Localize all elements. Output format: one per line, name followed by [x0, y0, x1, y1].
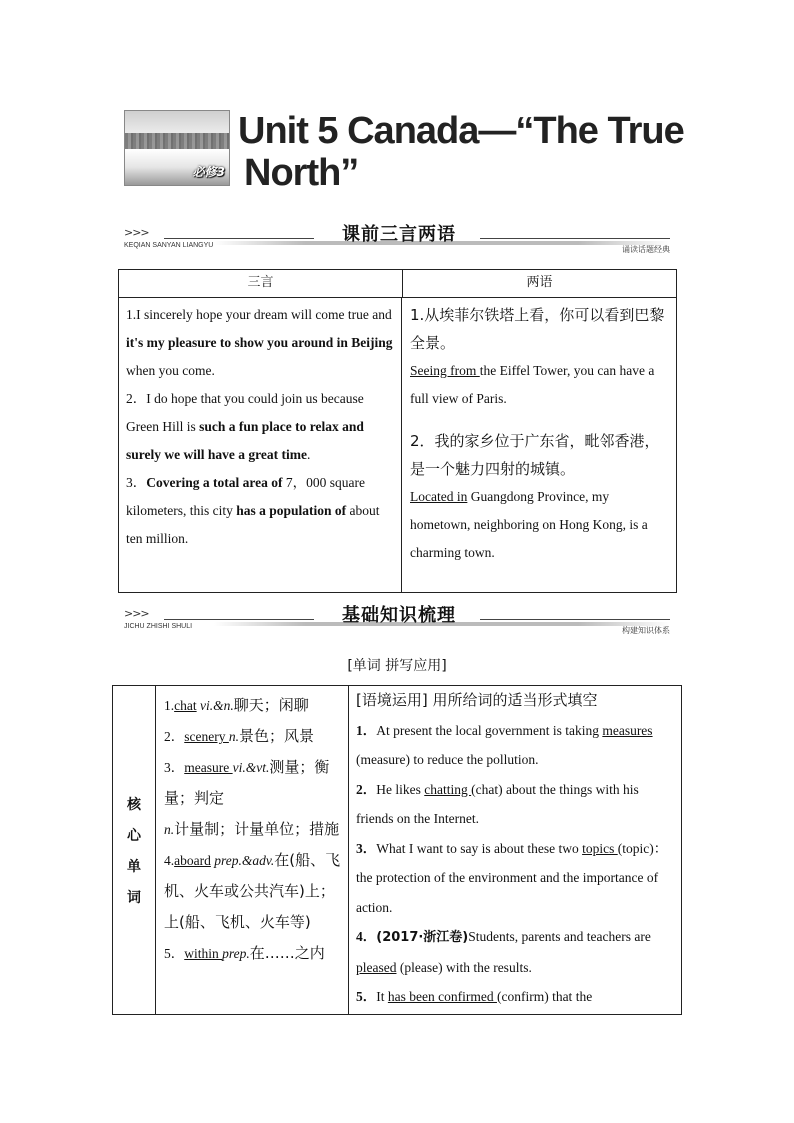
section-subtitle: 构建知识体系	[622, 626, 670, 635]
unit-title-line2: North”	[244, 152, 359, 194]
sentence-2: 2．I do hope that you could join us because Green Hill is such a fun place to relax and surely we will have a great time.	[126, 391, 364, 462]
sentence-1-english: Seeing from the Eiffel Tower, you can have a full view of Paris.	[410, 363, 655, 406]
section-header-1	[124, 222, 670, 256]
exercise-cell	[350, 686, 681, 1014]
section-title: 基础知识梳理	[342, 605, 456, 626]
category-cell: 核 心 单 词	[113, 686, 156, 1014]
sentence-2-english: Located in Guangdong Province, my hometown, neighboring on Hong Kong, is a charming town.	[410, 489, 648, 560]
word-list-cell	[156, 686, 349, 1014]
unit-title	[238, 110, 688, 194]
exercise-item: 3．What I want to say is about these two topics (topic)：the protection of the environment and the importance of action.	[356, 840, 668, 915]
vocabulary-table	[112, 685, 682, 1015]
answer-blank: measures	[602, 722, 653, 738]
phrase-table	[118, 269, 677, 593]
subsection-heading: [单词 拼写应用]	[347, 658, 447, 674]
word-item: 3．measure vi.&vt.测量；衡量；判定	[164, 758, 330, 807]
answer-blank: topics	[582, 840, 618, 856]
book-logo-image	[124, 110, 230, 186]
exercise-instruction: [语境运用] 用所给词的适当形式填空	[356, 691, 598, 709]
sentence-1-chinese: 1.从埃菲尔铁塔上看，你可以看到巴黎全景。	[410, 306, 665, 352]
answer-blank: chatting	[424, 781, 472, 797]
answer-blank: pleased	[356, 959, 397, 975]
sentence-2-chinese: 2．我的家乡位于广东省，毗邻香港，是一个魅力四射的城镇。	[410, 432, 660, 478]
three-phrases-cell	[119, 298, 402, 592]
two-sentences-cell	[403, 298, 676, 567]
arrows-icon: >>>	[124, 607, 149, 620]
unit-title-line1: Unit 5 Canada—“The True	[238, 110, 684, 152]
word-item: 4.aboard prep.&adv.在(船、飞机、火车或公共汽车)上；上(船、飞机、火车等)	[164, 851, 341, 931]
arrows-icon: >>>	[124, 226, 149, 239]
exercise-item: 2．He likes chatting (chat) about the things with his friends on the Internet.	[356, 781, 639, 826]
volume-badge: 必修3	[192, 165, 225, 179]
word-item: 2．scenery n.景色；风景	[164, 727, 314, 745]
sentence-1: 1.I sincerely hope your dream will come true and it's my pleasure to show you around in Beijing when you come.	[126, 307, 393, 378]
exercise-item: 4．(2017·浙江卷)Students, parents and teachers are pleased (please) with the results.	[356, 929, 651, 975]
section-title: 课前三言两语	[342, 224, 456, 245]
table-header-right: 两语	[403, 270, 676, 298]
section-pinyin: KEQIAN SANYAN LIANGYU	[124, 242, 214, 249]
section-header-2	[124, 603, 670, 637]
section-pinyin: JICHU ZHISHI SHULI	[124, 623, 193, 630]
word-item: 5．within prep.在……之内	[164, 944, 325, 962]
table-header-left: 三言	[119, 270, 403, 298]
section-subtitle: 诵读话题经典	[622, 245, 670, 254]
exercise-item: 1．At present the local government is taking measures (measure) to reduce the pollution.	[356, 722, 653, 767]
sentence-3: 3．Covering a total area of 7，000 square kilometers, this city has a population of about ten million.	[126, 475, 380, 546]
exercise-item: 5．It has been confirmed (confirm) that the	[356, 989, 593, 1004]
word-item: n.计量制；计量单位；措施	[164, 820, 340, 838]
word-item: 1.chat vi.&n.聊天；闲聊	[164, 696, 309, 714]
answer-blank: has been confirmed	[387, 989, 497, 1004]
